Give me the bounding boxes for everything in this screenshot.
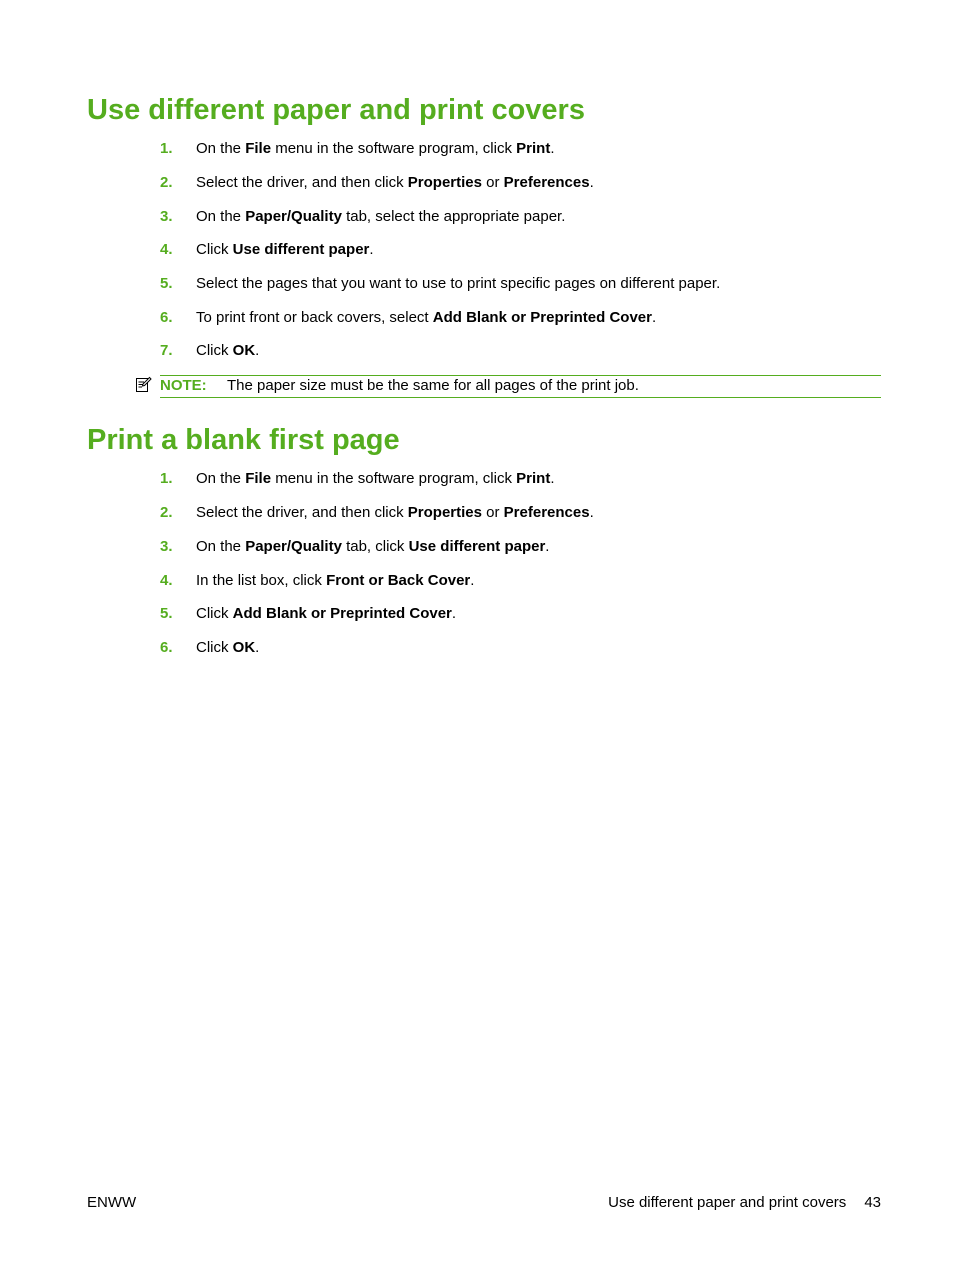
step-text: Select the driver, and then click Properties or Preferences.	[196, 174, 594, 191]
step-text: Click OK.	[196, 639, 260, 656]
step-number: 5.	[160, 275, 173, 292]
step-number: 2.	[160, 174, 173, 191]
step-number: 4.	[160, 241, 173, 258]
page-number: 43	[864, 1194, 881, 1211]
step-text: In the list box, click Front or Back Cover.	[196, 572, 475, 589]
step-text: On the File menu in the software program, click Print.	[196, 140, 555, 157]
step-text: On the File menu in the software program, click Print.	[196, 470, 555, 487]
step-number: 3.	[160, 208, 173, 225]
footer-right	[608, 1193, 881, 1213]
note-pencil-icon	[135, 376, 152, 393]
note-label: NOTE:	[160, 377, 207, 394]
step-number: 5.	[160, 605, 173, 622]
section-title-blank-first-page: Print a blank first page	[87, 424, 400, 456]
step-number: 7.	[160, 342, 173, 359]
note-text: The paper size must be the same for all pages of the print job.	[227, 377, 639, 394]
step-number: 4.	[160, 572, 173, 589]
step-number: 1.	[160, 140, 173, 157]
step-text: On the Paper/Quality tab, click Use different paper.	[196, 538, 550, 555]
step-number: 1.	[160, 470, 173, 487]
step-text: Select the driver, and then click Properties or Preferences.	[196, 504, 594, 521]
footer-left: ENWW	[87, 1194, 137, 1211]
step-text: On the Paper/Quality tab, select the appropriate paper.	[196, 208, 566, 225]
note-box	[160, 375, 881, 398]
section-title-paper-covers: Use different paper and print covers	[87, 94, 585, 126]
step-text: Click Add Blank or Preprinted Cover.	[196, 605, 457, 622]
step-number: 6.	[160, 639, 173, 656]
step-number: 6.	[160, 309, 173, 326]
step-number: 2.	[160, 504, 173, 521]
step-text: To print front or back covers, select Add Blank or Preprinted Cover.	[196, 309, 657, 326]
step-text: Click OK.	[196, 342, 260, 359]
step-number: 3.	[160, 538, 173, 555]
step-text: Select the pages that you want to use to print specific pages on different paper.	[196, 275, 721, 292]
footer-title: Use different paper and print covers	[608, 1194, 847, 1211]
step-text: Click Use different paper.	[196, 241, 374, 258]
